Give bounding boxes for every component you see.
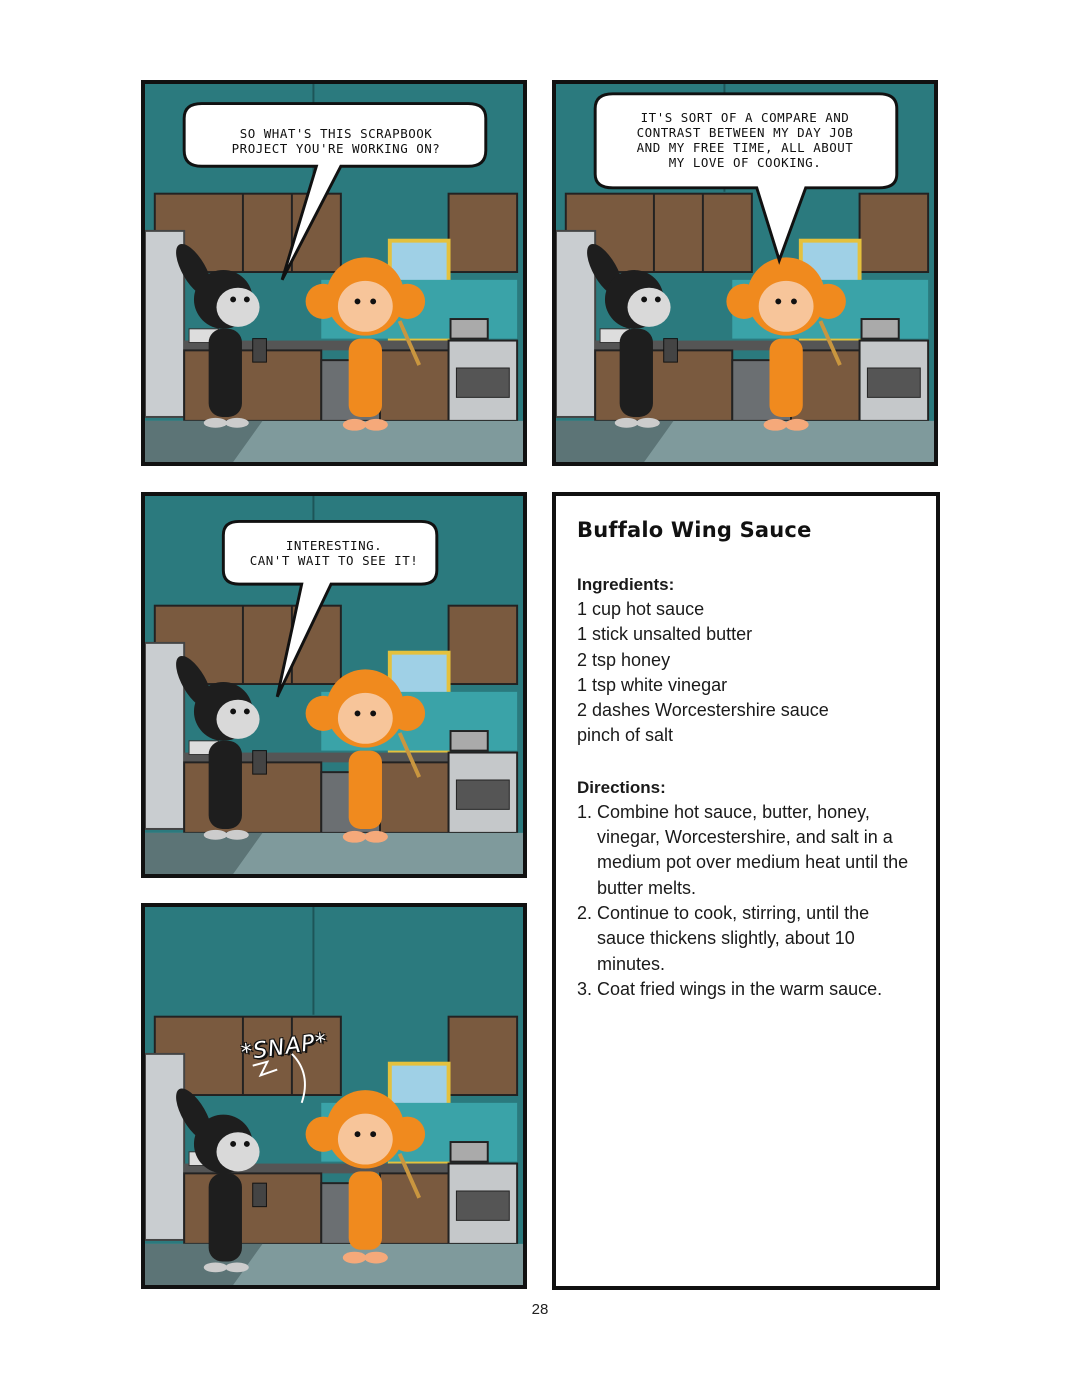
direction-step	[577, 977, 916, 1002]
directions-heading: Directions:	[577, 777, 666, 797]
comic-panel-1	[141, 80, 527, 466]
speech-bubble: INTERESTING. CAN'T WAIT TO SEE IT!	[249, 538, 419, 568]
step-text: Continue to cook, stirring, until the sauce thickens slightly, about 10 minutes.	[597, 902, 870, 974]
page-number: 28	[531, 1301, 549, 1318]
speech-bubble: IT'S SORT OF A COMPARE AND CONTRAST BETWEEN MY DAY JOB AND MY FREE TIME, ALL ABOUT MY LOVE OF COOKING.	[636, 110, 854, 170]
ingredient-item: pinch of salt	[577, 725, 674, 746]
speech-bubble: SO WHAT'S THIS SCRAPBOOK PROJECT YOU'RE WORKING ON?	[231, 126, 441, 156]
comic-panel-2	[552, 80, 938, 466]
direction-step	[577, 901, 916, 977]
recipe-title: Buffalo Wing Sauce	[577, 518, 812, 542]
ingredient-item: 1 cup hot sauce	[577, 599, 705, 619]
comic-panel-3	[141, 492, 527, 878]
step-number: 2.	[577, 902, 593, 923]
ingredient-item: 2 tsp honey	[577, 649, 671, 670]
ingredient-item: 1 tsp white vinegar	[577, 674, 728, 695]
step-number: 3.	[577, 978, 593, 999]
ingredients-list	[577, 597, 916, 749]
comic-panel-4	[141, 903, 527, 1289]
ingredient-item: 1 stick unsalted butter	[577, 624, 753, 645]
direction-step	[577, 800, 916, 901]
recipe-card	[552, 492, 940, 1290]
snap-sound-effect: *SNAP*	[239, 1029, 330, 1066]
kitchen-scene	[145, 907, 523, 1285]
ingredient-item: 2 dashes Worcestershire sauce	[577, 700, 829, 721]
step-text: Coat fried wings in the warm sauce.	[597, 978, 883, 999]
directions-list	[577, 800, 916, 1002]
ingredients-heading: Ingredients:	[577, 575, 675, 594]
step-text: Combine hot sauce, butter, honey, vinegar, Worcestershire, and salt in a medium pot over medium heat until the butter melts.	[597, 801, 909, 898]
step-number: 1.	[577, 801, 593, 822]
